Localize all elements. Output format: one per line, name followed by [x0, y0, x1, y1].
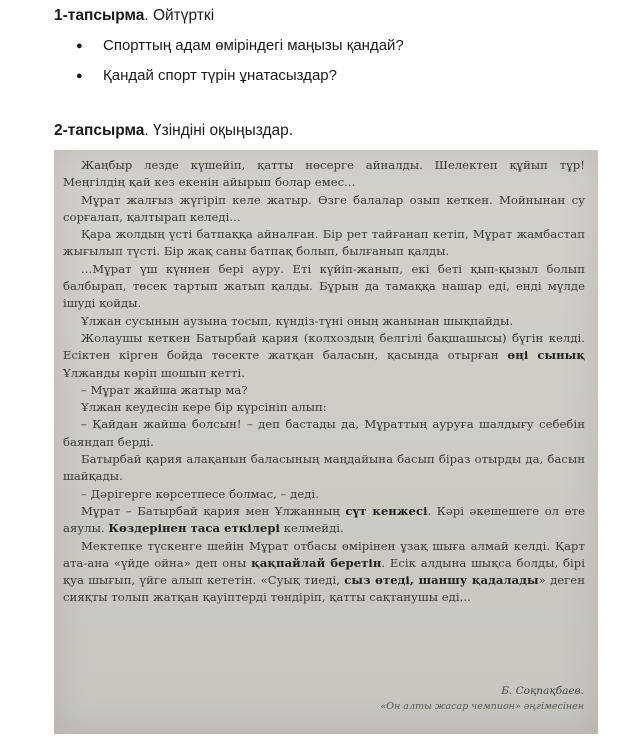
excerpt-paragraph — [63, 226, 585, 261]
list-item — [76, 66, 404, 86]
excerpt-paragraph — [63, 451, 585, 486]
excerpt-paragraph — [63, 330, 585, 382]
highlighted-phrase: сүт кенжесі — [345, 503, 428, 518]
question-list — [76, 36, 404, 96]
text-run: » деген сияқты толып жатқан қауіптерді төндіріп, қатты сақтанушы еді... — [63, 573, 585, 605]
excerpt-text — [63, 157, 585, 607]
highlighted-phrase: Көздерінен таса еткілері — [108, 521, 280, 536]
excerpt-paragraph — [63, 382, 585, 399]
question-text: Қандай спорт түрін ұнатасыздар? — [103, 67, 337, 84]
task-2-heading — [54, 121, 293, 141]
text-run: Мұрат жалғыз жүгіріп келе жатыр. Өзге балалар озып кеткен. Мойнынан су сорғалап, қалтырап келеді... — [63, 192, 585, 224]
text-run: – Дәрігерге көрсетпесе болмас, – деді. — [81, 486, 319, 501]
excerpt-paragraph — [63, 192, 585, 227]
excerpt-paragraph — [63, 157, 585, 192]
text-run: ...Мұрат үш күннен бері ауру. Еті күйіп-жанып, екі беті қып-қызыл болып балбырап, төсек тартып жатып қалды. Бұрын да тамаққа нашар еді, енді мүлде ішуді қойды. — [63, 261, 585, 311]
text-run: Ұлжан сусынын аузына тосып, күндіз-түні оның жанынан шықпайды. — [81, 313, 514, 328]
excerpt-source: «Он алты жасар чемпион» әңгімесінен — [380, 701, 584, 712]
task-1-number: 1-тапсырма — [54, 7, 145, 24]
text-run: – Қайдан жайша болсын! – деп бастады да, Мұраттың ауруға шалдығу себебін баяндап берді. — [63, 417, 585, 449]
text-run: Мектепке түскенге шейін Мұрат отбасы өмірінен ұзақ шыға алмай келді. Қарт ата-ана «үйде ойна» деп оны — [63, 538, 585, 570]
task-1-heading — [54, 6, 214, 26]
text-run: – Мұрат жайша жатыр ма? — [81, 382, 248, 397]
text-run: келмейді. — [279, 521, 344, 536]
task-1-title: . Ойтүрткі — [144, 7, 215, 24]
excerpt-paragraph — [63, 503, 585, 538]
excerpt-paragraph — [63, 261, 585, 313]
list-item — [76, 36, 404, 56]
excerpt-paragraph — [63, 313, 585, 330]
excerpt-paragraph — [63, 399, 585, 416]
author-signature: Б. Соқпақбаев. — [501, 685, 584, 697]
excerpt-paragraph — [63, 486, 585, 503]
highlighted-phrase: өңі сынық — [507, 348, 585, 363]
excerpt-paragraph — [63, 538, 585, 607]
highlighted-phrase: қақпайлай беретін — [251, 555, 382, 570]
text-run: Мұрат – Батырбай қария мен Ұлжанның — [81, 503, 346, 518]
bullet-icon: ● — [76, 70, 83, 82]
task-2-number: 2-тапсырма — [54, 122, 145, 139]
text-run: . Есік алдына шықса болды, бірі қуа шығып, үйге алып кететін. «Суық тиеді, — [63, 555, 585, 588]
text-run: Ұлжанды көріп шошып кетті. — [63, 365, 245, 380]
task-2-title: . Үзіндіні оқыңыздар. — [144, 122, 294, 139]
text-run: . Кәрі әкешешеге ол өте аяулы. — [63, 503, 585, 536]
excerpt-paragraph — [63, 416, 585, 451]
text-run: Жолаушы кеткен Батырбай қария (колхоздың белгілі бақшашысы) бүгін келді. Есіктен кірген бойда төсекте жатқан баласын, қасында отырған — [63, 330, 585, 363]
highlighted-phrase: сыз өтеді, шаншу қадалады — [344, 573, 539, 588]
text-run: Жаңбыр лезде күшейіп, қатты нөсерге айналды. Шелектеп құйып тұр! Меңгілдің қай кез екенін айырып болар емес... — [63, 158, 585, 190]
bullet-icon: ● — [76, 40, 83, 52]
text-run: Ұлжан кеудесін кере бір күрсініп алып: — [81, 400, 327, 415]
text-run: Батырбай қария алақанын баласының маңдайына басып біраз отырды да, басын шайқады. — [63, 452, 585, 484]
question-text: Спорттың адам өміріндегі маңызы қандай? — [103, 37, 404, 54]
book-page-photo — [54, 150, 598, 734]
text-run: Қара жолдың үсті батпаққа айналған. Бір рет тайғанап кетіп, Мұрат жамбастап жығылып түсті. Бір жақ саны батпақ болып, былғанып қалды. — [63, 227, 585, 259]
